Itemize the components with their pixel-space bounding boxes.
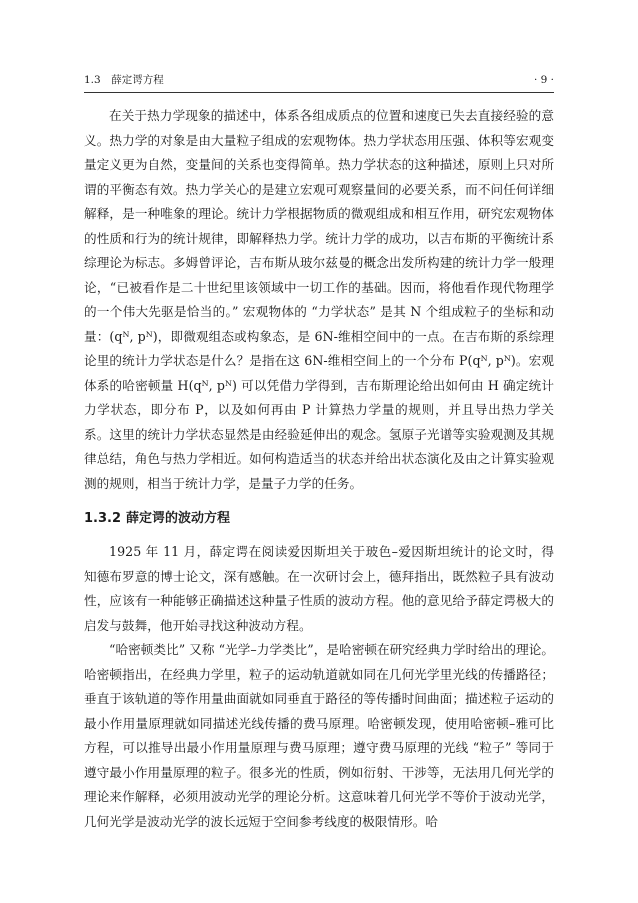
header-page-number: · 9 · (533, 74, 554, 86)
header-rule (84, 92, 554, 93)
subsection-heading (84, 508, 554, 530)
paragraph-thermodynamics: 在关于热力学现象的描述中，体系各组成质点的位置和速度已失去直接经验的意义。热力学的对象是由大量粒子组成的宏观物体。热力学状态用压强、体积等宏观变量定义更为自然，变量间的关系也变得简单。热力学状态的这种描述，原则上只对所谓的平衡态有效。热力学关心的是建立宏观可观察量间的必要关系，而不问任何详细解释，是一种唯象的理论。统计力学根据物质的微观组成和相互作用，研究宏观物体的性质和行为的统计规律，即解释热力学。统计力学的成功，以吉布斯的平衡统计系综理论为标志。多姆曾评论，吉布斯从玻尔兹曼的概念出发所构建的统计力学一般理论，“已被看作是二十世纪里该领域中一切工作的基础。因而，将他看作现代物理学的一个伟大先驱是恰当的。” 宏观物体的 “力学状态” 是其 N 个组成粒子的坐标和动量：(qᴺ, pᴺ)，即微观组态或构象态，是 6N-维相空间中的一点。在吉布斯的系综理论里的统计力学状态是什么？是指在这 6N-维相空间上的一个分布 P(qᴺ, pᴺ)。宏观体系的哈密顿量 H(qᴺ, pᴺ) 可以凭借力学得到，吉布斯理论给出如何由 H 确定统计力学状态，即分布 P，以及如何再由 P 计算热力学量的规则，并且导出热力学关系。这里的统计力学状态显然是由经验延伸出的观念。氢原子光谱等实验观测及其规律总结，角色与热力学相近。如何构造适当的状态并给出状态演化及由之计算实验观测的规则，相当于统计力学，是量子力学的任务。 (84, 108, 554, 491)
header-section-title: 1.3 薛定谔方程 (84, 74, 164, 86)
subsection-number: 1.3.2 (84, 511, 122, 526)
paragraph-hamilton-analogy: “哈密顿类比” 又称 “光学–力学类比”，是哈密顿在研究经典力学时给出的理论。哈密顿指出，在经典力学里，粒子的运动轨道就如同在几何光学里光线的传播路径；垂直于该轨道的等作用量曲面就如同垂直于路径的等传播时间曲面；描述粒子运动的最小作用量原理就如同描述光线传播的费马原理。哈密顿发现，使用哈密顿–雅可比方程，可以推导出最小作用量原理与费马原理；遵守费马原理的光线 “粒子” 等同于遵守最小作用量原理的粒子。很多光的性质，例如衍射、干涉等，无法用几何光学的理论来作解释，必须用波动光学的理论分析。这意味着几何光学不等价于波动光学，几何光学是波动光学的波长远短于空间参考线度的极限情形。哈 (84, 642, 555, 829)
running-header (84, 72, 554, 88)
subsection-title: 薛定谔的波动方程 (126, 511, 231, 526)
paragraph-schrodinger-1925: 1925 年 11 月，薛定谔在阅读爱因斯坦关于玻色–爱因斯坦统计的论文时，得知德布罗意的博士论文，深有感触。在一次研讨会上，德拜指出，既然粒子具有波动性，应该有一种能够正确描述这种量子性质的波动方程。他的意见给予薛定谔极大的启发与鼓舞，他开始寻找这种波动方程。 (84, 544, 554, 633)
body-text (84, 104, 554, 834)
